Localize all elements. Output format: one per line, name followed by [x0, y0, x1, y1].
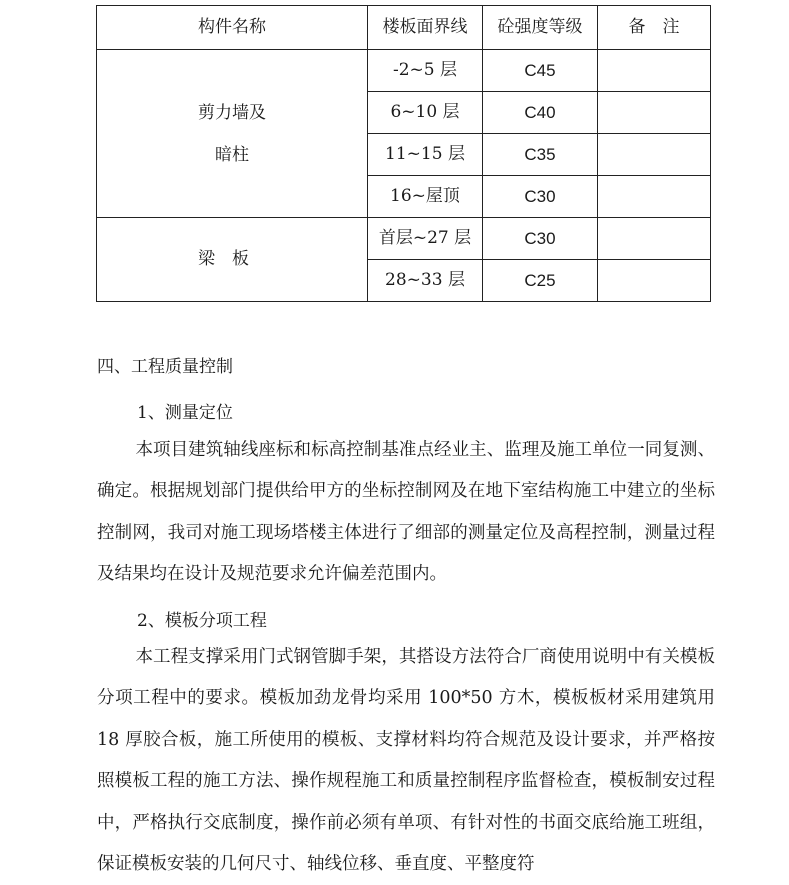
grade-cell: C35 — [483, 134, 598, 176]
header-concrete-grade: 砼强度等级 — [483, 6, 598, 50]
note-cell — [598, 260, 711, 302]
note-cell — [598, 218, 711, 260]
floor-cell: 16~屋顶 — [368, 176, 483, 218]
floor-cell: 6~10 层 — [368, 92, 483, 134]
section-heading: 四、工程质量控制 — [97, 357, 233, 377]
concrete-grade-table — [96, 5, 711, 302]
component-cell-beam-slab: 梁板 — [97, 218, 368, 302]
note-cell — [598, 50, 711, 92]
floor-cell: -2~5 层 — [368, 50, 483, 92]
grade-cell: C30 — [483, 218, 598, 260]
grade-cell: C30 — [483, 176, 598, 218]
table-header-row — [97, 6, 711, 50]
grade-cell: C40 — [483, 92, 598, 134]
paragraph-formwork: 本工程支撑采用门式钢管脚手架，其搭设方法符合厂商使用说明中有关模板分项工程中的要求。模板加劲龙骨均采用 100*50 方木，模板板材采用建筑用 18 厚胶合板，施工所使用的模板、支撑材料均符合规范及设计要求，并严格按照模板工程的施工方法、操作规程施工和质量控制程序监督检查，模板制安过程中，严格执行交底制度，操作前必须有单项、有针对性的书面交底给施工班组，保证模板安装的几何尺寸、轴线位移、垂直度、平整度符 — [97, 647, 715, 875]
floor-cell: 28~33 层 — [368, 260, 483, 302]
grade-cell: C45 — [483, 50, 598, 92]
component-cell-shear-wall: 剪力墙及 暗柱 — [97, 50, 368, 218]
subsection-heading-formwork: 2、模板分项工程 — [137, 611, 267, 631]
subsection-heading-survey: 1、测量定位 — [137, 403, 233, 423]
grade-cell: C25 — [483, 260, 598, 302]
paragraph-survey: 本项目建筑轴线座标和标高控制基准点经业主、监理及施工单位一同复测、确定。根据规划部门提供给甲方的坐标控制网及在地下室结构施工中建立的坐标控制网，我司对施工现场塔楼主体进行了细部的测量定位及高程控制，测量过程及结果均在设计及规范要求允许偏差范围内。 — [97, 440, 715, 585]
floor-cell: 首层~27 层 — [368, 218, 483, 260]
note-cell — [598, 134, 711, 176]
note-cell — [598, 92, 711, 134]
header-floor-boundary: 楼板面界线 — [368, 6, 483, 50]
header-component-name: 构件名称 — [97, 6, 368, 50]
table-row — [97, 218, 711, 260]
header-remarks: 备 注 — [598, 6, 711, 50]
note-cell — [598, 176, 711, 218]
floor-cell: 11~15 层 — [368, 134, 483, 176]
table-row — [97, 50, 711, 92]
